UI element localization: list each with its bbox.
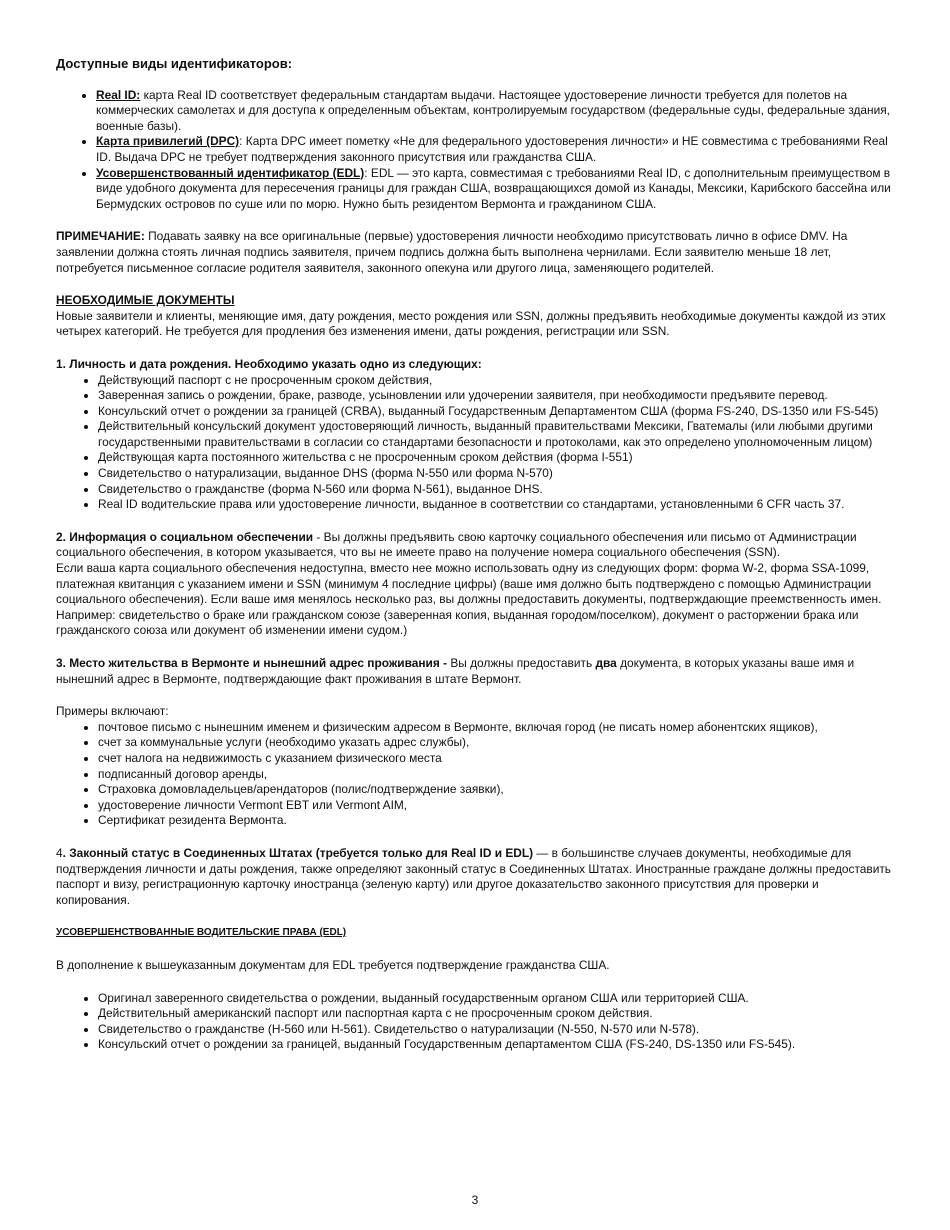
list-item: • Консульский отчет о рождении за границей, выданный Государственным департаментом США (FS-240, DS-1350 или FS-545).: [98, 1037, 894, 1053]
list-item: • Консульский отчет о рождении за границей (CRBA), выданный Государственным Департаментом США (форма FS-240, DS-1350 или FS-545): [98, 404, 894, 420]
section3-list: [56, 720, 894, 829]
list-item: • Страховка домовладельцев/арендаторов (полис/подтверждение заявки),: [98, 782, 894, 798]
section3-examples-label: Примеры включают:: [56, 704, 169, 719]
id-type-dpc: • Карта привилегий (DPC): Карта DPC имеет пометку «Не для федерального удостоверения личности» и НЕ совместима с требованиями Real ID. Выдача DPC не требует подтверждения законного присутствия или гражданства США.: [96, 134, 894, 165]
edl-list: [56, 991, 894, 1053]
list-item: • Оригинал заверенного свидетельства о рождении, выданный государственным органом США или территорией США.: [98, 991, 894, 1007]
list-item: • Действительный американский паспорт или паспортная карта с не просроченным сроком действия.: [98, 1006, 894, 1022]
list-item: • Real ID водительские права или удостоверение личности, выданное в соответствии со стандартами, установленными 6 CFR часть 37.: [98, 497, 894, 513]
id-type-real-id: • Real ID: карта Real ID соответствует федеральным стандартам выдачи. Настоящее удостоверение личности требуется для полетов на коммерческих самолетах и для доступа к определенным объектам, контролируемым государством (федеральные суды, федеральные здания, военные базы).: [96, 88, 894, 135]
edl-heading: УСОВЕРШЕНСТВОВАННЫЕ ВОДИТЕЛЬСКИЕ ПРАВА (EDL): [56, 927, 347, 939]
id-type-edl: • Усовершенствованный идентификатор (EDL): EDL — это карта, совместимая с требованиями Real ID, с дополнительным преимуществом в виде удобного документа для пересечения границы для граждан США, возвращающихся домой из Канады, Мексики, Карибского бассейна или Бермудских островов по суше или по морю. Нужно быть резидентом Вермонта и гражданином США.: [96, 166, 894, 213]
id-types-heading: Доступные виды идентификаторов:: [56, 56, 293, 71]
list-item: • Свидетельство о гражданстве (форма N-560 или форма N-561), выданное DHS.: [98, 482, 894, 498]
required-docs-heading: НЕОБХОДИМЫЕ ДОКУМЕНТЫ: [56, 293, 235, 308]
list-item: • Свидетельство о натурализации, выданное DHS (форма N-550 или форма N-570): [98, 466, 894, 482]
note-paragraph: ПРИМЕЧАНИЕ: Подавать заявку на все оригинальные (первые) удостоверения личности необходимо присутствовать лично в офисе DMV. На заявлении должна стоять личная подпись заявителя, причем подпись должна быть выполнена чернилами. Если заявителю меньше 18 лет, потребуется письменное согласие родителя заявителя, законного опекуна или другого лица, заменяющего родителей.: [56, 229, 848, 275]
list-item: • Сертификат резидента Вермонта.: [98, 813, 894, 829]
section1-heading: 1. Личность и дата рождения. Необходимо указать одно из следующих:: [56, 356, 482, 371]
page-number: 3: [471, 1193, 479, 1207]
section4-paragraph: 4. Законный статус в Соединенных Штатах (требуется только для Real ID и EDL) — в большинстве случаев документы, необходимые для подтверждения личности и даты рождения, также определяют законный статус в Соединенных Штатах. Иностранные граждане должны предоставить паспорт и визу, регистрационную карточку иностранца (зеленую карту) или другое доказательство законного присутствия для проверки и копирования.: [56, 845, 891, 907]
required-docs-intro: Новые заявители и клиенты, меняющие имя, дату рождения, место рождения или SSN, должны предъявить необходимые документы каждой из этих четырех категорий. Не требуется для продления без изменения имени, даты рождения, регистрации или SSN.: [56, 308, 886, 339]
section2-paragraph: 2. Информация о социальном обеспечении - Вы должны предъявить свою карточку социального обеспечения или письмо от Администрации социального обеспечения, в котором указывается, что вы не имеете право на получение номера социального обеспечения (SSN).: [56, 529, 857, 560]
list-item: • почтовое письмо с нынешним именем и физическим адресом в Вермонте, включая город (не писать номер абонентских ящиков),: [98, 720, 894, 736]
list-item: • Действующая карта постоянного жительства с не просроченным сроком действия (форма I-551): [98, 450, 894, 466]
section1-list: [56, 373, 894, 513]
list-item: • Действующий паспорт с не просроченным сроком действия,: [98, 373, 894, 389]
list-item: • Действительный консульский документ удостоверяющий личность, выданный правительствами Мексики, Гватемалы (или любыми другими государственными правительствами в согласии со стандартами безопасности и протоколами, как это определено уполномоченным лицом): [98, 419, 894, 450]
list-item: • подписанный договор аренды,: [98, 767, 894, 783]
edl-intro: В дополнение к вышеуказанным документам для EDL требуется подтверждение гражданства США.: [56, 957, 610, 972]
list-item: • счет за коммунальные услуги (необходимо указать адрес службы),: [98, 735, 894, 751]
list-item: • Свидетельство о гражданстве (Н-560 или Н-561). Свидетельство о натурализации (N-550, N-570 или N-578).: [98, 1022, 894, 1038]
list-item: • Заверенная запись о рождении, браке, разводе, усыновлении или удочерении заявителя, при необходимости предъявите перевод.: [98, 388, 894, 404]
id-types-list: [56, 88, 894, 213]
section2-paragraph-2: Если ваша карта социального обеспечения недоступна, вместо нее можно использовать одну из следующих форм: форма W-2, форма SSA-1099, платежная квитанция с указанием имени и SSN (минимум 4 последние цифры) (ваше имя должно быть подтверждено с помощью Администрации социального обеспечения). Если ваше имя менялось несколько раз, вы должны предоставить документы, подтверждающие преемственность имен. Например: свидетельство о браке или гражданском союзе (заверенная копия, выданная городом/поселком), документ о расторжении брака или гражданского союза или документ об изменении имени судом.): [56, 561, 882, 638]
list-item: • удостоверение личности Vermont EBT или Vermont AIM,: [98, 798, 894, 814]
document-page: [56, 56, 894, 1053]
section3-paragraph: 3. Место жительства в Вермонте и нынешний адрес проживания - Вы должны предоставить два документа, в которых указаны ваше имя и нынешний адрес в Вермонте, подтверждающие факт проживания в штате Вермонт.: [56, 656, 855, 686]
list-item: • счет налога на недвижимость с указанием физического места: [98, 751, 894, 767]
